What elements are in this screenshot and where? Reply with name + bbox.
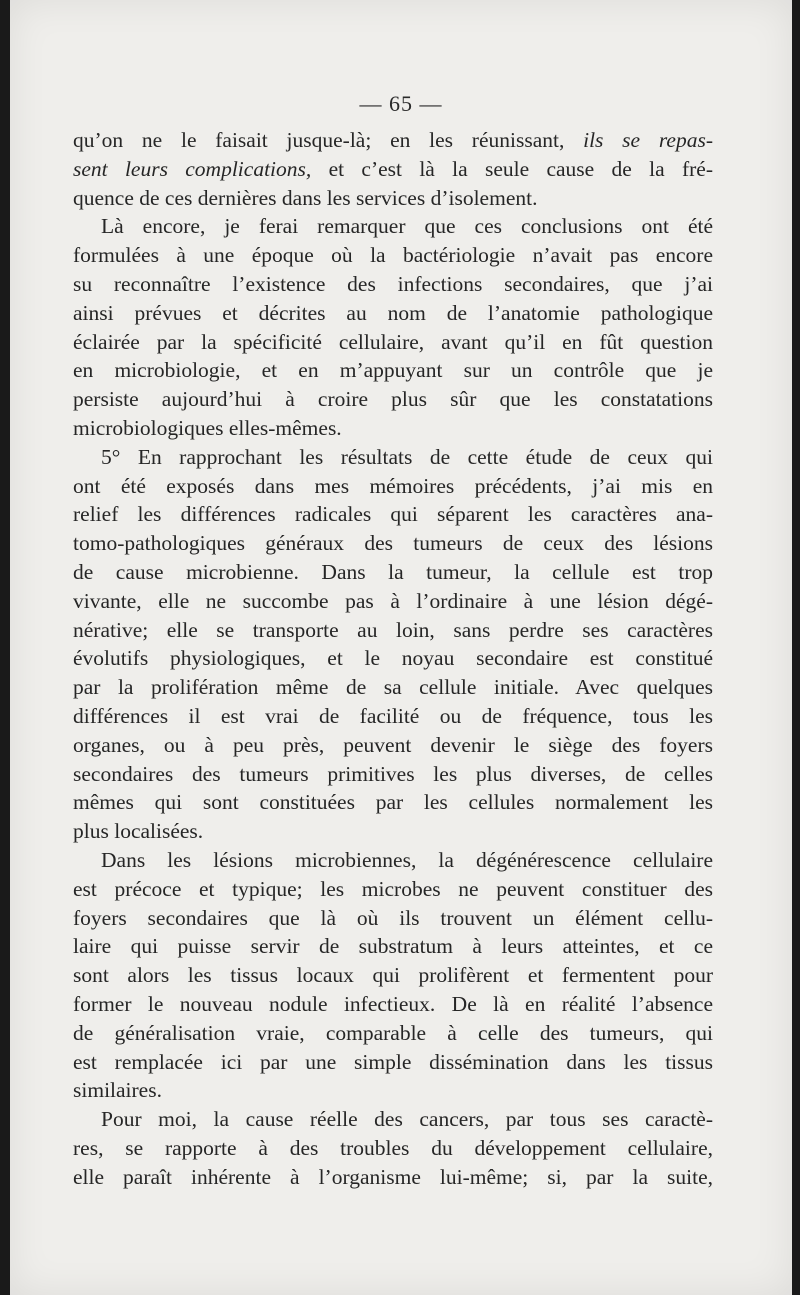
paragraph-4	[73, 846, 713, 1105]
book-page	[10, 0, 792, 1295]
paragraph-2-line-2: formulées à une époque où la bactériologie n’avait pas encore	[73, 243, 713, 268]
paragraph-3-line-9: par la prolifération même de sa cellule initiale. Avec quelques	[73, 675, 713, 700]
paragraph-3-line-6: vivante, elle ne succombe pas à l’ordinaire à une lésion dégé-	[73, 588, 713, 613]
paragraph-5-line-1: Pour moi, la cause réelle des cancers, par tous ses caractè-	[101, 1107, 713, 1132]
italic-fragment-1: ils se repas-	[583, 128, 713, 152]
paragraph-3-line-7: nérative; elle se transporte au loin, sans perdre ses caractères	[73, 617, 713, 642]
paragraph-3-line-14: plus localisées.	[73, 819, 204, 844]
paragraph-3-line-11: organes, ou à peu près, peuvent devenir le siège des foyers	[73, 732, 713, 757]
paragraph-2-line-5: éclairée par la spécificité cellulaire, avant qu’il en fût question	[73, 329, 713, 354]
paragraph-3-line-5: de cause microbienne. Dans la tumeur, la cellule est trop	[73, 559, 713, 584]
paragraph-3-line-3: relief les différences radicales qui séparent les caractères ana-	[73, 502, 713, 527]
paragraph-2-line-3: su reconnaître l’existence des infections secondaires, que j’ai	[73, 271, 713, 296]
paragraph-4-line-2: est précoce et typique; les microbes ne peuvent constituer des	[73, 876, 713, 901]
paragraph-2-line-8: microbiologiques elles-mêmes.	[73, 415, 342, 440]
paragraph-2-line-6: en microbiologie, et en m’appuyant sur un contrôle que je	[73, 358, 713, 383]
paragraph-3-line-13: mêmes qui sont constituées par les cellules normalement les	[73, 790, 713, 815]
page-number: — 65 —	[359, 91, 443, 116]
paragraph-4-line-4: laire qui puisse servir de substratum à leurs atteintes, et ce	[73, 934, 713, 959]
paragraph-4-line-8: est remplacée ici par une simple dissémination dans les tissus	[73, 1049, 713, 1074]
paragraph-5-line-2: res, se rapporte à des troubles du développement cellulaire,	[73, 1135, 713, 1160]
paragraph-4-line-1: Dans les lésions microbiennes, la dégénérescence cellulaire	[101, 847, 713, 872]
paragraph-3-line-8: évolutifs physiologiques, et le noyau secondaire est constitué	[73, 646, 713, 671]
paragraph-2-line-1: Là encore, je ferai remarquer que ces conclusions ont été	[101, 214, 713, 239]
paragraph-4-line-6: former le nouveau nodule infectieux. De là en réalité l’absence	[73, 991, 713, 1016]
paragraph-4-line-9: similaires.	[73, 1078, 162, 1103]
paragraph-1-line-1: qu’on ne le faisait jusque-là; en les réunissant, ils se repas-	[73, 128, 713, 152]
paragraph-3-line-1: 5° En rapprochant les résultats de cette étude de ceux qui	[101, 444, 713, 469]
paragraph-4-line-3: foyers secondaires que là où ils trouvent un élément cellu-	[73, 905, 713, 930]
paragraph-5-line-3: elle paraît inhérente à l’organisme lui-même; si, par la suite,	[73, 1164, 713, 1189]
paragraph-3	[73, 443, 713, 846]
paragraph-3-line-12: secondaires des tumeurs primitives les plus diverses, de celles	[73, 761, 713, 786]
paragraph-1-line-2: sent leurs complications, et c’est là la seule cause de la fré-	[73, 156, 713, 181]
paragraph-2-line-4: ainsi prévues et décrites au nom de l’anatomie pathologique	[73, 300, 713, 325]
paragraph-3-line-10: différences il est vrai de facilité ou de fréquence, tous les	[73, 703, 713, 728]
paragraph-4-line-7: de généralisation vraie, comparable à celle des tumeurs, qui	[73, 1020, 713, 1045]
paragraph-5	[73, 1105, 713, 1191]
paragraph-1	[73, 126, 713, 212]
paragraph-4-line-5: sont alors les tissus locaux qui prolifèrent et fermentent pour	[73, 963, 713, 988]
paragraph-3-line-2: ont été exposés dans mes mémoires précédents, j’ai mis en	[73, 473, 713, 498]
italic-fragment-2: sent leurs complications,	[73, 156, 312, 181]
paragraph-1-line-3: quence de ces dernières dans les services d’isolement.	[73, 185, 538, 210]
paragraph-2	[73, 212, 713, 442]
paragraph-3-line-4: tomo-pathologiques généraux des tumeurs de ceux des lésions	[73, 531, 713, 556]
body-text	[73, 126, 713, 1191]
paragraph-2-line-7: persiste aujourd’hui à croire plus sûr que les constatations	[73, 387, 713, 412]
